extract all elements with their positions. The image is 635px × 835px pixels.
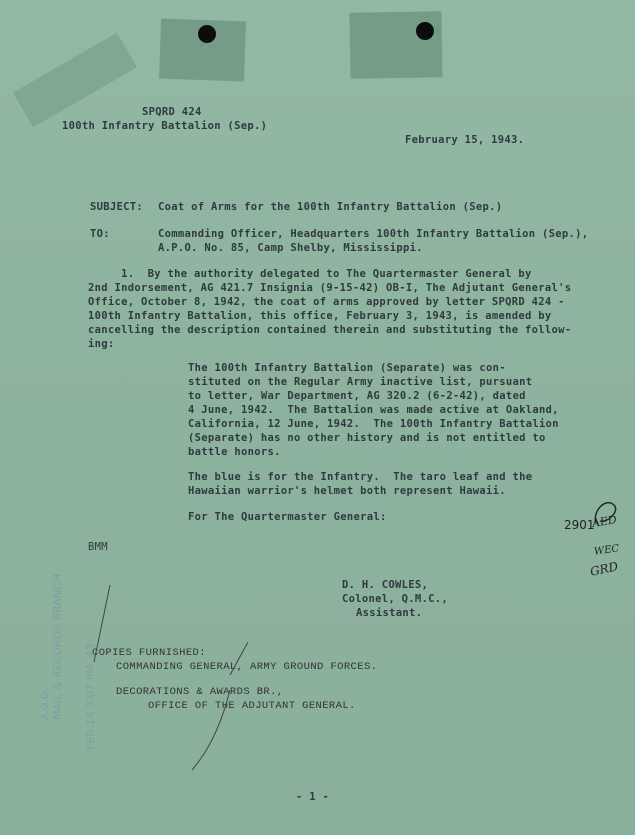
paragraph-line: Office, October 8, 1942, the coat of arms approved by letter SPQRD 424 - [88, 296, 565, 308]
quote-line: to letter, War Department, AG 320.2 (6-2-42), dated [188, 390, 526, 402]
quote-line: (Separate) has no other history and is not entitled to [188, 432, 546, 444]
quote-line: Hawaiian warrior's helmet both represent Hawaii. [188, 485, 506, 497]
pen-marks [80, 580, 280, 780]
subject-label: SUBJECT: [90, 201, 143, 213]
handwritten-initials-2: WEC [593, 543, 620, 558]
quote-line: battle honors. [188, 446, 281, 458]
to-label: TO: [90, 228, 110, 240]
to-line-2: A.P.O. No. 85, Camp Shelby, Mississippi. [158, 242, 423, 254]
file-code: SPQRD 424 [142, 106, 202, 118]
quote-line: stituted on the Regular Army inactive list, pursuant [188, 376, 533, 388]
tape-strip [13, 33, 137, 128]
received-stamp [40, 574, 64, 720]
to-line-1: Commanding Officer, Headquarters 100th Infantry Battalion (Sep.), [158, 228, 589, 240]
stamp-date: FEB 14 3 07 PM '43 [84, 643, 97, 750]
quote-line: The 100th Infantry Battalion (Separate) was con- [188, 362, 506, 374]
paragraph-line: 100th Infantry Battalion, this office, February 3, 1943, is amended by [88, 310, 552, 322]
quote-line: California, 12 June, 1942. The 100th Infantry Battalion [188, 418, 559, 430]
copies-line-2: DECORATIONS & AWARDS BR., [116, 686, 284, 698]
quote-line: The blue is for the Infantry. The taro leaf and the [188, 471, 533, 483]
stamp-line: MAIL & RECORDS BRANCH [51, 574, 64, 720]
file-number: 2901 [564, 518, 595, 532]
signature-title: Assistant. [356, 607, 423, 619]
copies-line-1: COMMANDING GENERAL, ARMY GROUND FORCES. [116, 661, 378, 673]
unit-reference: 100th Infantry Battalion (Sep.) [62, 120, 268, 132]
stamp-line: A.G.O. [40, 688, 51, 720]
paragraph-line: cancelling the description contained therein and substituting the follow- [88, 324, 572, 336]
initials-scribble-icon [588, 495, 628, 535]
signature-rank: Colonel, Q.M.C., [342, 593, 448, 605]
paragraph-line: 2nd Indorsement, AG 421.7 Insignia (9-15-42) OB-I, The Adjutant General's [88, 282, 572, 294]
punch-hole [198, 25, 216, 43]
closing-line: For The Quartermaster General: [188, 511, 387, 523]
paragraph-line: 1. By the authority delegated to The Quartermaster General by [88, 268, 532, 280]
typist-initials: BMM [88, 541, 108, 553]
tape-strip [349, 11, 442, 79]
page-number: - 1 - [296, 791, 330, 803]
copies-heading: COPIES FURNISHED: [92, 647, 206, 659]
paragraph-line: ing: [88, 338, 115, 350]
handwritten-initials-1: AED [591, 512, 618, 531]
punch-hole [416, 22, 434, 40]
signature-name: D. H. COWLES, [342, 579, 429, 591]
letter-date: February 15, 1943. [405, 134, 525, 146]
handwritten-initials-3: GRD [588, 559, 620, 579]
copies-line-3: OFFICE OF THE ADJUTANT GENERAL. [148, 700, 356, 712]
quote-line: 4 June, 1942. The Battalion was made active at Oakland, [188, 404, 559, 416]
subject-text: Coat of Arms for the 100th Infantry Battalion (Sep.) [158, 201, 503, 213]
